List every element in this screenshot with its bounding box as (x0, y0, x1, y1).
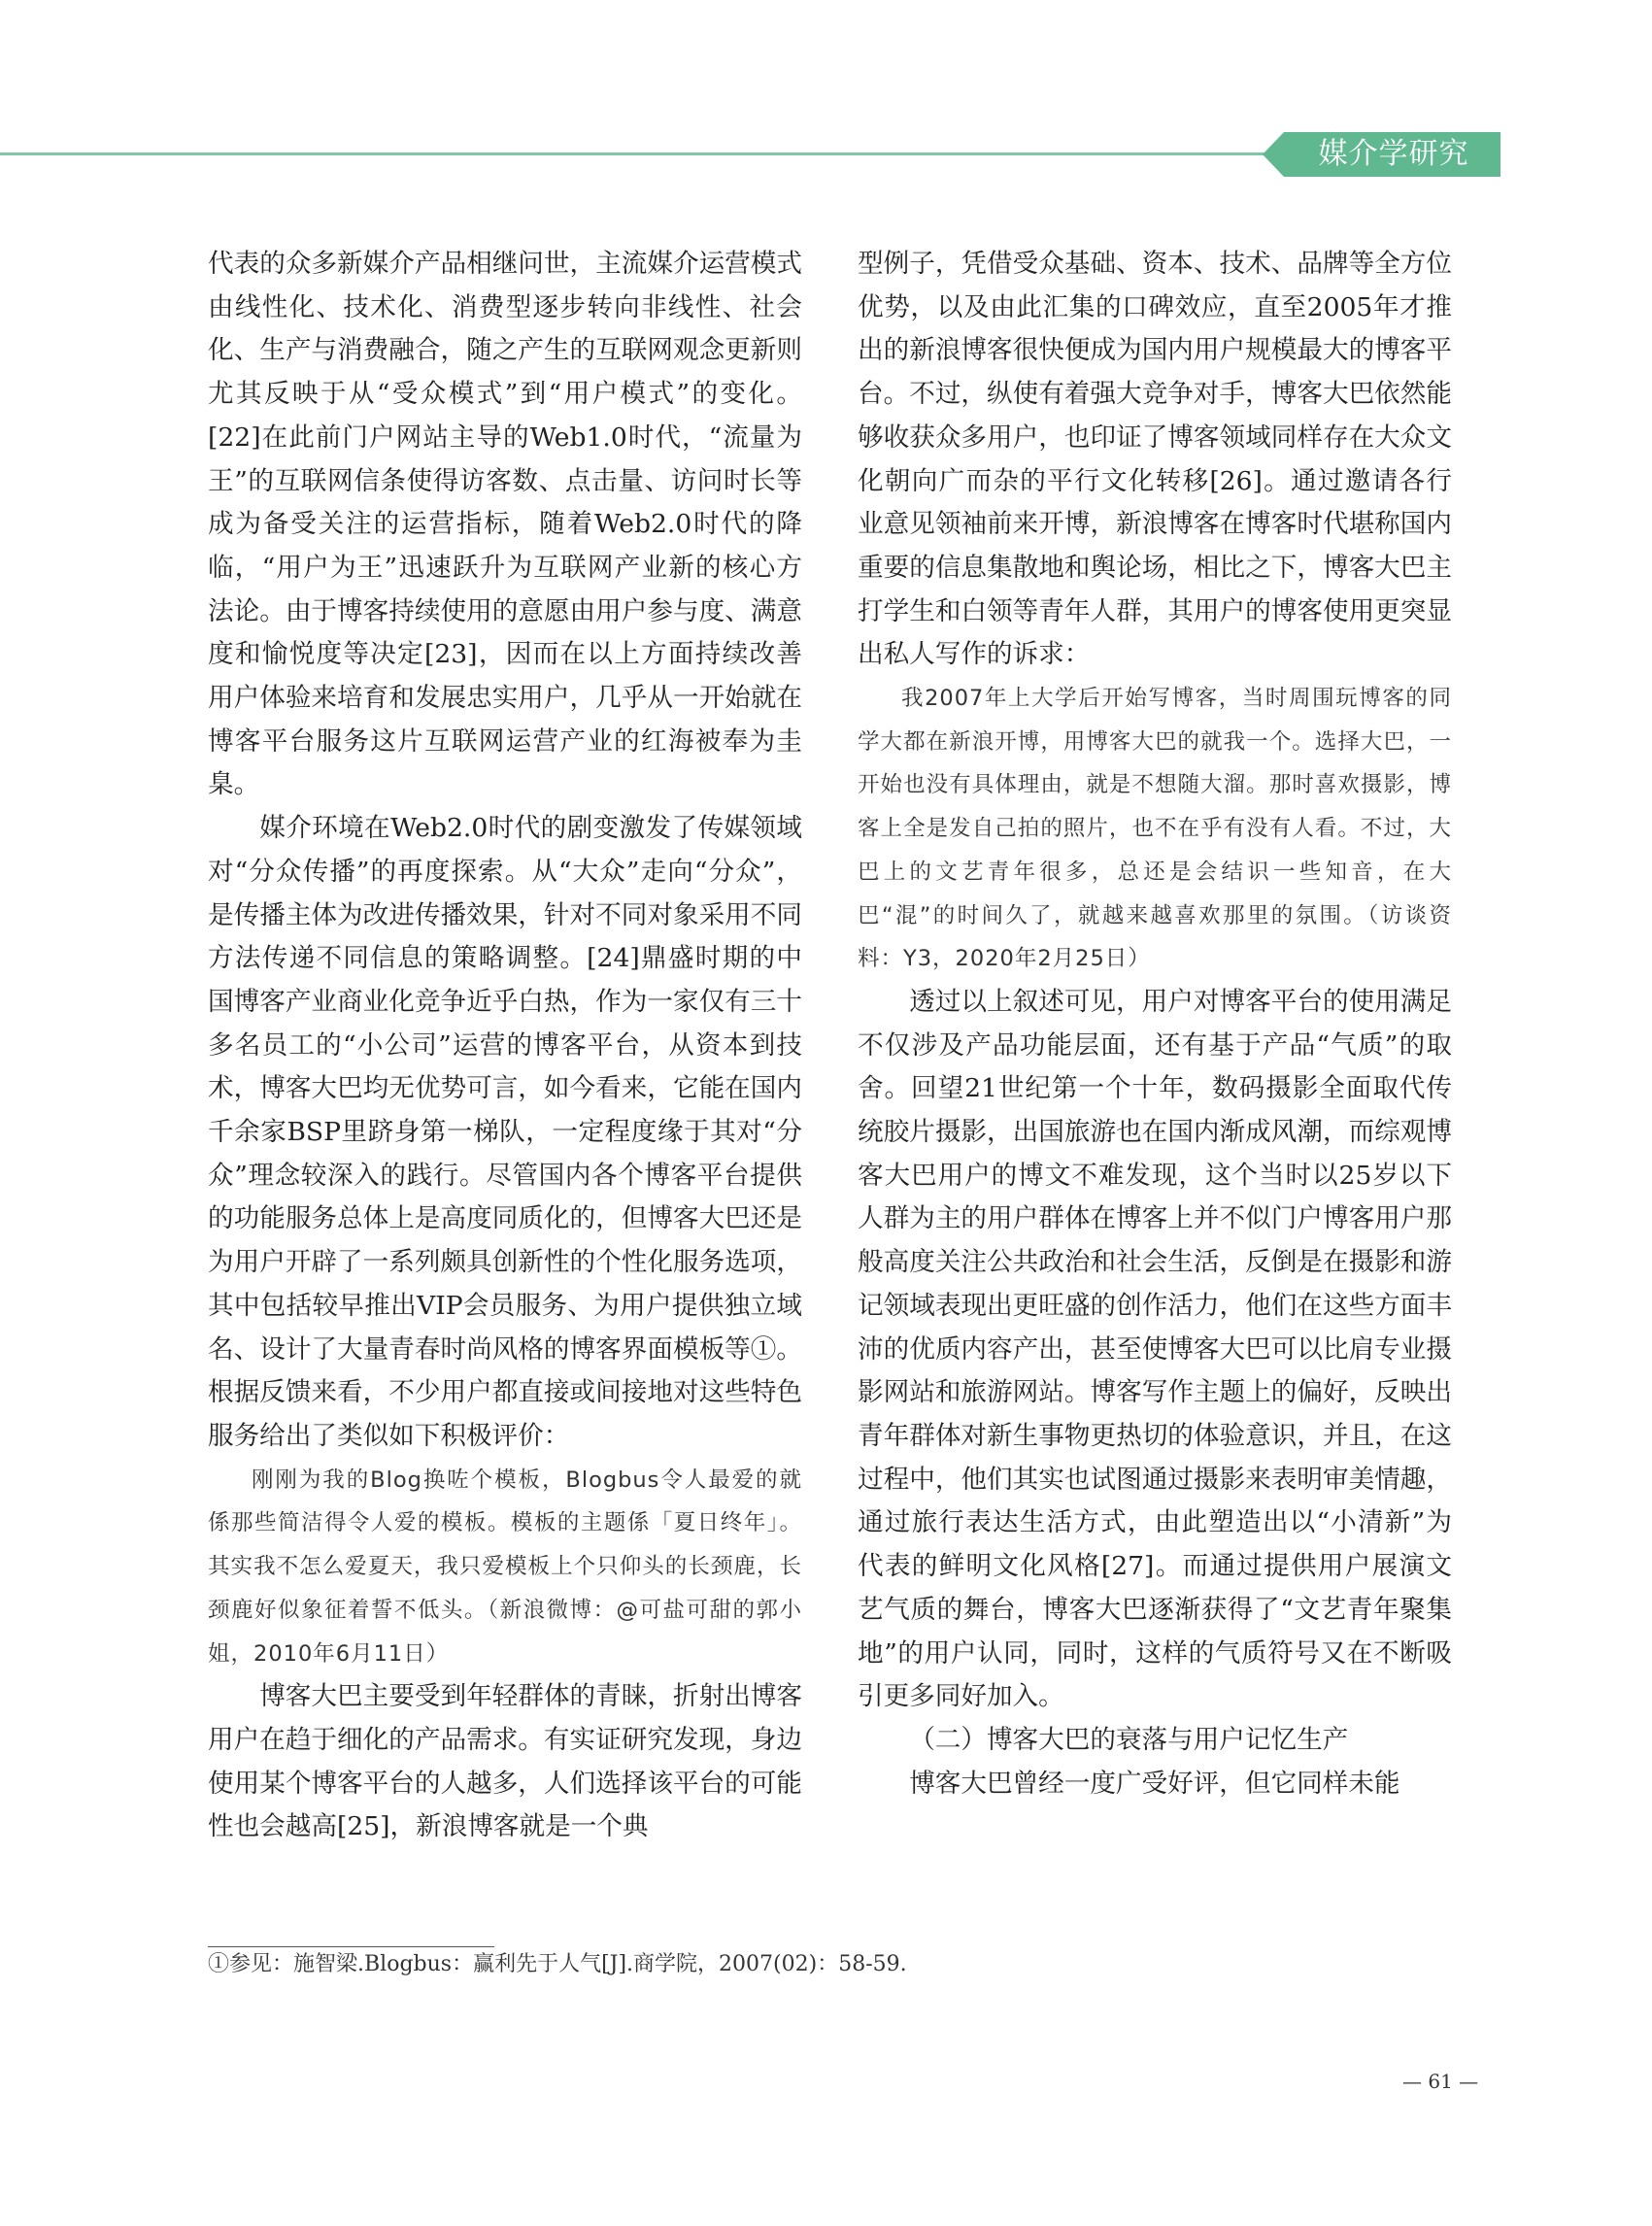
paragraph: 博客大巴曾经一度广受好评，但它同样未能 (909, 1768, 1400, 1799)
paragraph: 型例子，凭借受众基础、资本、技术、品牌等全方位优势，以及由此汇集的口碑效应，直至2005年才推出的新浪博客很快便成为国内用户规模最大的博客平台。不过，纵使有着强大竞争对手，博客大巴依然能够收获众多用户，也印证了博客领域同样存在大众文化朝向广而杂的平行文化转移[26]。通过邀请各行业意见领袖前来开博，新浪博客在博客时代堪称国内重要的信息集散地和舆论场，相比之下，博客大巴主打学生和白领等青年人群，其用户的博客使用更突显出私人写作的诉求： (858, 249, 1452, 670)
footnote-rule (208, 1946, 494, 1947)
paragraph: 透过以上叙述可见，用户对博客平台的使用满足不仅涉及产品功能层面，还有基于产品“气质”的取舍。回望21世纪第一个十年，数码摄影全面取代传统胶片摄影，出国旅游也在国内渐成风潮，而综观博客大巴用户的博文不难发现，这个当时以25岁以下人群为主的用户群体在博客上并不似门户博客用户那般高度关注公共政治和社会生活，反倒是在摄影和游记领域表现出更旺盛的创作活力，他们在这些方面丰沛的优质内容产出，甚至使博客大巴可以比肩专业摄影网站和旅游网站。博客写作主题上的偏好，反映出青年群体对新生事物更热切的体验意识，并且，在这过程中，他们其实也试图通过摄影来表明审美情趣，通过旅行表达生活方式，由此塑造出以“小清新”为代表的鲜明文化风格[27]。而通过提供用户展演文艺气质的舞台，博客大巴逐渐获得了“文艺青年聚集地”的用户认同，同时，这样的气质符号又在不断吸引更多同好加入。 (858, 986, 1452, 1712)
paragraph: 媒介环境在Web2.0时代的剧变激发了传媒领域对“分众传播”的再度探索。从“大众”走向“分众”，是传播主体为改进传播效果，针对不同对象采用不同方法传递不同信息的策略调整。[24]鼎盛时期的中国博客产业商业化竞争近乎白热，作为一家仅有三十多名员工的“小公司”运营的博客平台，从资本到技术，博客大巴均无优势可言，如今看来，它能在国内千余家BSP里跻身第一梯队，一定程度缘于其对“分众”理念较深入的践行。尽管国内各个博客平台提供的功能服务总体上是高度同质化的，但博客大巴还是为用户开辟了一系列颇具创新性的个性化服务选项，其中包括较早推出VIP会员服务、为用户提供独立域名、设计了大量青春时尚风格的博客界面模板等①。根据反馈来看，不少用户都直接或间接地对这些特色服务给出了类似如下积极评价： (208, 813, 802, 1451)
block-quote: 我2007年上大学后开始写博客，当时周围玩博客的同学大都在新浪开博，用博客大巴的就我一个。选择大巴，一开始也没有具体理由，就是不想随大溜。那时喜欢摄影，博客上全是发自己拍的照片，也不在乎有没有人看。不过，大巴上的文艺青年很多，总还是会结识一些知音，在大巴“混”的时间久了，就越来越喜欢那里的氛围。（访谈资料：Y3，2020年2月25日） (858, 686, 1452, 972)
header-rule (0, 152, 1292, 155)
section-title: 媒介学研究 (1318, 137, 1469, 171)
section-subheading: （二）博客大巴的衰落与用户记忆生产 (909, 1724, 1349, 1755)
page-number: — 61 — (1402, 2070, 1479, 2093)
block-quote: 刚刚为我的Blog换咗个模板，Blogbus令人最爱的就係那些简洁得令人爱的模板。模板的主题係「夏日终年」。其实我不怎么爱夏天，我只爱模板上个只仰头的长颈鹿，长颈鹿好似象征着誓不低头。（新浪微博：@可盐可甜的郭小姐，2010年6月11日） (208, 1467, 802, 1667)
footnote: ①参见：施智梁.Blogbus：赢利先于人气[J].商学院，2007(02)：58-59. (208, 1952, 907, 1976)
paragraph: 代表的众多新媒介产品相继问世，主流媒介运营模式由线性化、技术化、消费型逐步转向非线性、社会化、生产与消费融合，随之产生的互联网观念更新则尤其反映于从“受众模式”到“用户模式”的变化。[22]在此前门户网站主导的Web1.0时代，“流量为王”的互联网信条使得访客数、点击量、访问时长等成为备受关注的运营指标，随着Web2.0时代的降临，“用户为王”迅速跃升为互联网产业新的核心方法论。由于博客持续使用的意愿由用户参与度、满意度和愉悦度等决定[23]，因而在以上方面持续改善用户体验来培育和发展忠实用户，几乎从一开始就在博客平台服务这片互联网运营产业的红海被奉为圭臬。 (208, 249, 802, 800)
paragraph: 博客大巴主要受到年轻群体的青睐，折射出博客用户在趋于细化的产品需求。有实证研究发现，身边使用某个博客平台的人越多，人们选择该平台的可能性也会越高[25]，新浪博客就是一个典 (208, 1681, 802, 1842)
right-column (858, 243, 1452, 1805)
left-column (208, 243, 802, 1849)
